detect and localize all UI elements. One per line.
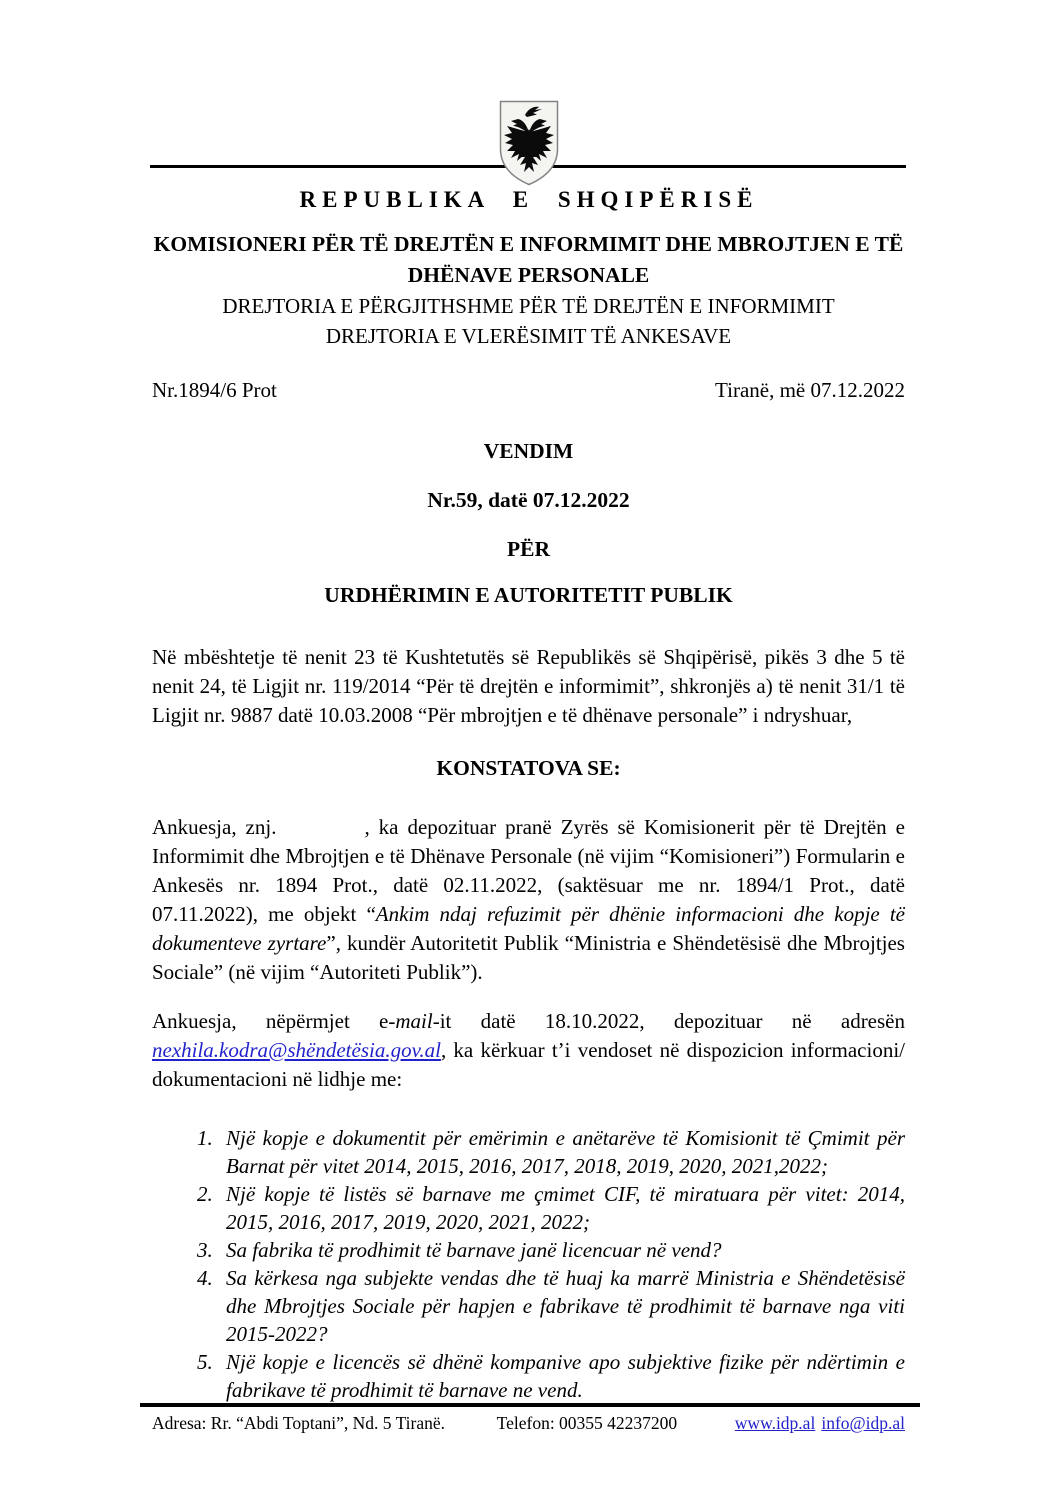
directorate-line1: DREJTORIA E PËRGJITHSHME PËR TË DREJTËN E INFORMIMIT — [222, 294, 835, 318]
konstatova-heading: KONSTATOVA SE: — [436, 756, 621, 780]
request-item-4: 4. Sa kërkesa nga subjekte vendas dhe të huaj ka marrë Ministria e Shëndetësisë dhe Mbrojtjes Sociale për hapjen e fabrikave të prodhimit të barnave nga viti 2015-2022? — [218, 1264, 905, 1348]
complaint-text-3: ”, kundër Autoritetit Publik “Ministria e Shëndetësisë dhe Mbrojtjes Sociale” (në vijim “Autoriteti Publik”). — [152, 931, 905, 984]
republic-title: REPUBLIKA E SHQIPËRISË — [299, 187, 759, 212]
albania-coat-of-arms-icon — [497, 99, 561, 187]
decision-for-label: PËR — [507, 537, 550, 561]
request-list — [152, 1124, 905, 1404]
email-text-2: -it datë 18.10.2022, depozituar në adresën — [432, 1009, 905, 1033]
email-text-3: , ka kërkuar t’i vendoset në dispozicion informacioni/ dokumentacioni në lidhje me: — [152, 1038, 905, 1091]
decision-title: VENDIM — [483, 439, 574, 463]
footer-links — [729, 1411, 905, 1435]
email-text-1: Ankuesja, nëpërmjet e- — [152, 1009, 396, 1033]
request-item-1: 1. Një kopje e dokumentit për emërimin e anëtarëve të Komisionit të Çmimit për Barnat për vitet 2014, 2015, 2016, 2017, 2018, 2019, 2020, 2021,2022; — [218, 1124, 905, 1180]
meta-row — [152, 377, 905, 403]
complaint-text-2: , ka depozituar pranë Zyrës së Komisionerit për të Drejtën e Informimit dhe Mbrojtjen e të Dhënave Personale (në vijim “Komisioneri”) Formularin e Ankesës nr. 1894 Prot., datë 02.11.2022, (saktësuar me nr. 1894/1 Prot., datë 07.11.2022), me objekt “ — [152, 815, 905, 926]
email-word-italic: mail — [395, 1009, 433, 1033]
footer-divider-rule — [140, 1403, 920, 1407]
legal-basis-paragraph: Në mbështetje të nenit 23 të Kushtetutës së Republikës së Shqipërisë, pikës 3 dhe 5 të nenit 24, të Ligjit nr. 119/2014 “Për të drejtën e informimit”, shkronjës a) të nenit 31/1 të Ligjit nr. 9887 datë 10.03.2008 “Për mbrojtjen e të dhënave personale” i ndryshuar, — [152, 645, 905, 727]
org-name-line2: DHËNAVE PERSONALE — [407, 263, 650, 287]
footer-email-link[interactable]: info@idp.al — [821, 1413, 905, 1433]
document-header — [0, 0, 1058, 185]
footer-phone: Telefon: 00355 42237200 — [496, 1413, 678, 1433]
email-request-paragraph — [152, 1007, 905, 1094]
requester-email-link[interactable]: nexhila.kodra@shëndetësia.gov.al — [152, 1038, 441, 1062]
org-name-line1: KOMISIONERI PËR TË DREJTËN E INFORMIMIT DHE MBROJTJEN E TË — [153, 232, 904, 256]
footer-website-link[interactable]: www.idp.al — [734, 1413, 816, 1433]
decision-number-date: Nr.59, datë 07.12.2022 — [427, 488, 630, 512]
protocol-number: Nr.1894/6 Prot — [152, 378, 277, 402]
document-footer — [152, 1411, 905, 1435]
footer-address: Adresa: Rr. “Abdi Toptani”, Nd. 5 Tiranë. — [152, 1413, 446, 1433]
complaint-object-italic: Ankim ndaj refuzimit për dhënie informacioni dhe kopje të dokumenteve zyrtare — [152, 902, 905, 955]
complaint-paragraph — [152, 813, 905, 987]
request-item-5: 5. Një kopje e licencës së dhënë kompanive apo subjektive fizike për ndërtimin e fabrikave të prodhimit të barnave ne vend. — [218, 1348, 905, 1404]
complaint-text-1: Ankuesja, znj. — [152, 815, 277, 839]
request-item-3: 3. Sa fabrika të prodhimit të barnave janë licencuar në vend? — [218, 1236, 905, 1264]
request-item-2: 2. Një kopje të listës së barnave me çmimet CIF, të miratuara për vitet: 2014, 2015, 2016, 2017, 2019, 2020, 2021, 2022; — [218, 1180, 905, 1236]
directorate-line2: DREJTORIA E VLERËSIMIT TË ANKESAVE — [325, 324, 732, 348]
decision-subject: URDHËRIMIN E AUTORITETIT PUBLIK — [324, 583, 733, 607]
place-and-date: Tiranë, më 07.12.2022 — [715, 378, 905, 402]
